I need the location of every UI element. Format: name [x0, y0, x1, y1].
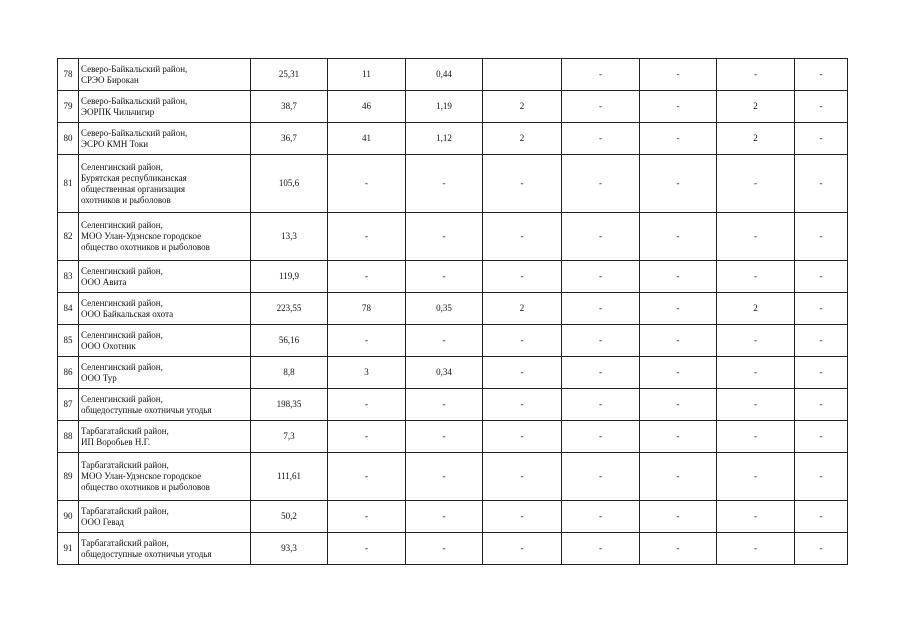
density-cell: -: [406, 421, 483, 453]
col8-cell: -: [795, 213, 848, 261]
col4-cell: 2: [483, 293, 562, 325]
table-row: [58, 155, 848, 213]
name-cell: [79, 501, 251, 533]
col4-cell: -: [483, 213, 562, 261]
table-row: [58, 357, 848, 389]
table-row: [58, 501, 848, 533]
name-line: Тарбагатайский район,: [81, 460, 169, 470]
col7-cell: -: [717, 261, 795, 293]
col5-cell: -: [562, 501, 640, 533]
count-cell: 46: [328, 91, 406, 123]
col7-cell: 2: [717, 91, 795, 123]
col6-cell: -: [640, 293, 717, 325]
area-cell: 50,2: [251, 501, 328, 533]
name-cell: [79, 261, 251, 293]
area-cell: 56,16: [251, 325, 328, 357]
name-line: общедоступные охотничьи угодья: [81, 548, 212, 559]
area-cell: 13,3: [251, 213, 328, 261]
col7-cell: -: [717, 213, 795, 261]
col8-cell: -: [795, 533, 848, 565]
count-cell: -: [328, 155, 406, 213]
area-cell: 8,8: [251, 357, 328, 389]
area-cell: 105,6: [251, 155, 328, 213]
table-row: [58, 293, 848, 325]
row-number-cell: 84: [58, 293, 79, 325]
count-cell: -: [328, 421, 406, 453]
col7-cell: -: [717, 325, 795, 357]
col6-cell: -: [640, 261, 717, 293]
row-number-cell: 88: [58, 421, 79, 453]
col6-cell: -: [640, 357, 717, 389]
density-cell: 0,35: [406, 293, 483, 325]
count-cell: 78: [328, 293, 406, 325]
row-number-cell: 79: [58, 91, 79, 123]
col8-cell: -: [795, 389, 848, 421]
name-line: Селенгинский район,: [81, 297, 163, 308]
col7-cell: -: [717, 501, 795, 533]
row-number-cell: 85: [58, 325, 79, 357]
col8-cell: -: [795, 91, 848, 123]
name-cell: [79, 293, 251, 325]
name-line: Тарбагатайский район,: [81, 537, 169, 548]
col5-cell: -: [562, 155, 640, 213]
col4-cell: -: [483, 155, 562, 213]
name-line: Тарбагатайский район,: [81, 425, 169, 436]
name-line: ООО Тур: [81, 372, 117, 383]
name-line: Селенгинский район,: [81, 361, 163, 372]
table-row: [58, 389, 848, 421]
row-number-cell: 86: [58, 357, 79, 389]
area-cell: 111,61: [251, 453, 328, 501]
col8-cell: -: [795, 59, 848, 91]
col5-cell: -: [562, 453, 640, 501]
col4-cell: -: [483, 533, 562, 565]
area-cell: 25,31: [251, 59, 328, 91]
col8-cell: -: [795, 453, 848, 501]
col5-cell: -: [562, 59, 640, 91]
name-line: Селенгинский район,: [81, 329, 163, 340]
col4-cell: -: [483, 453, 562, 501]
col4-cell: -: [483, 357, 562, 389]
col5-cell: -: [562, 293, 640, 325]
area-cell: 198,35: [251, 389, 328, 421]
name-line: общественная организация: [81, 183, 186, 194]
name-line: ИП Воробьев Н.Г.: [81, 436, 151, 447]
name-cell: [79, 453, 251, 501]
count-cell: -: [328, 453, 406, 501]
col7-cell: -: [717, 357, 795, 389]
table-body: [58, 59, 848, 565]
name-line: МОО Улан-Удэнское городское: [81, 471, 202, 481]
table-row: [58, 59, 848, 91]
name-cell: [79, 91, 251, 123]
count-cell: 3: [328, 357, 406, 389]
col4-cell: -: [483, 261, 562, 293]
count-cell: -: [328, 389, 406, 421]
row-number-cell: 81: [58, 155, 79, 213]
name-line: ООО Охотник: [81, 340, 136, 351]
col8-cell: -: [795, 325, 848, 357]
col6-cell: -: [640, 421, 717, 453]
col8-cell: -: [795, 123, 848, 155]
density-cell: 0,34: [406, 357, 483, 389]
name-line: Северо-Байкальский район,: [81, 63, 188, 74]
col6-cell: -: [640, 453, 717, 501]
row-number-cell: 80: [58, 123, 79, 155]
density-cell: -: [406, 533, 483, 565]
count-cell: -: [328, 501, 406, 533]
table-row: [58, 533, 848, 565]
count-cell: -: [328, 261, 406, 293]
row-number-cell: 82: [58, 213, 79, 261]
col6-cell: -: [640, 501, 717, 533]
area-cell: 36,7: [251, 123, 328, 155]
name-line: ЭОРПК Чильчигир: [81, 106, 155, 117]
count-cell: -: [328, 213, 406, 261]
name-line: охотников и рыболовов: [81, 194, 171, 205]
row-number-cell: 89: [58, 453, 79, 501]
name-line: общество охотников и рыболовов: [81, 482, 210, 492]
col6-cell: -: [640, 155, 717, 213]
density-cell: 1,19: [406, 91, 483, 123]
col4-cell: -: [483, 501, 562, 533]
row-number-cell: 87: [58, 389, 79, 421]
col6-cell: -: [640, 123, 717, 155]
count-cell: -: [328, 533, 406, 565]
table-row: [58, 453, 848, 501]
name-line: ООО Гевад: [81, 516, 124, 527]
col4-cell: -: [483, 389, 562, 421]
area-cell: 93,3: [251, 533, 328, 565]
name-line: Селенгинский район,: [81, 265, 163, 276]
col5-cell: -: [562, 421, 640, 453]
name-cell: [79, 421, 251, 453]
col7-cell: 2: [717, 293, 795, 325]
col8-cell: -: [795, 357, 848, 389]
name-cell: [79, 123, 251, 155]
col8-cell: -: [795, 421, 848, 453]
density-cell: -: [406, 155, 483, 213]
name-cell: [79, 325, 251, 357]
density-cell: -: [406, 213, 483, 261]
density-cell: -: [406, 389, 483, 421]
name-line: Северо-Байкальский район,: [81, 95, 188, 106]
name-cell: [79, 155, 251, 213]
name-line: Бурятская республиканская: [81, 172, 187, 183]
col5-cell: -: [562, 213, 640, 261]
col5-cell: -: [562, 261, 640, 293]
name-line: общедоступные охотничьи угодья: [81, 404, 212, 415]
col4-cell: -: [483, 325, 562, 357]
col6-cell: -: [640, 325, 717, 357]
col7-cell: -: [717, 389, 795, 421]
col7-cell: -: [717, 155, 795, 213]
col6-cell: -: [640, 59, 717, 91]
table-row: [58, 325, 848, 357]
area-cell: 119,9: [251, 261, 328, 293]
col6-cell: -: [640, 389, 717, 421]
area-cell: 38,7: [251, 91, 328, 123]
density-cell: -: [406, 501, 483, 533]
col8-cell: -: [795, 261, 848, 293]
col7-cell: -: [717, 59, 795, 91]
col5-cell: -: [562, 389, 640, 421]
name-line: Селенгинский район,: [81, 393, 163, 404]
row-number-cell: 78: [58, 59, 79, 91]
hunting-grounds-table: [57, 58, 848, 565]
col4-cell: 2: [483, 123, 562, 155]
col8-cell: -: [795, 501, 848, 533]
name-cell: [79, 533, 251, 565]
density-cell: 0,44: [406, 59, 483, 91]
name-line: СРЭО Бирокан: [81, 74, 139, 85]
row-number-cell: 90: [58, 501, 79, 533]
table-row: [58, 213, 848, 261]
name-cell: [79, 389, 251, 421]
table-row: [58, 91, 848, 123]
count-cell: 41: [328, 123, 406, 155]
density-cell: -: [406, 325, 483, 357]
name-line: общество охотников и рыболовов: [81, 242, 210, 252]
area-cell: 7,3: [251, 421, 328, 453]
col5-cell: -: [562, 325, 640, 357]
col8-cell: -: [795, 293, 848, 325]
table-row: [58, 123, 848, 155]
count-cell: 11: [328, 59, 406, 91]
col7-cell: -: [717, 533, 795, 565]
density-cell: 1,12: [406, 123, 483, 155]
row-number-cell: 83: [58, 261, 79, 293]
name-line: Селенгинский район,: [81, 161, 163, 172]
name-line: ООО Байкальская охота: [81, 308, 174, 319]
col6-cell: -: [640, 533, 717, 565]
col5-cell: -: [562, 123, 640, 155]
name-line: ЭСРО КМН Токи: [81, 138, 149, 149]
table-row: [58, 261, 848, 293]
table-row: [58, 421, 848, 453]
count-cell: -: [328, 325, 406, 357]
col5-cell: -: [562, 357, 640, 389]
density-cell: -: [406, 453, 483, 501]
col7-cell: -: [717, 453, 795, 501]
col7-cell: 2: [717, 123, 795, 155]
density-cell: -: [406, 261, 483, 293]
col5-cell: -: [562, 533, 640, 565]
name-cell: [79, 59, 251, 91]
name-line: Селенгинский район,: [81, 220, 163, 230]
name-line: ООО Авита: [81, 276, 127, 287]
col4-cell: 2: [483, 91, 562, 123]
col7-cell: -: [717, 421, 795, 453]
name-line: Северо-Байкальский район,: [81, 127, 188, 138]
name-line: МОО Улан-Удэнское городское: [81, 231, 202, 241]
name-line: Тарбагатайский район,: [81, 505, 169, 516]
col5-cell: -: [562, 91, 640, 123]
row-number-cell: 91: [58, 533, 79, 565]
name-cell: [79, 213, 251, 261]
col6-cell: -: [640, 213, 717, 261]
area-cell: 223,55: [251, 293, 328, 325]
col4-cell: [483, 59, 562, 91]
col6-cell: -: [640, 91, 717, 123]
col8-cell: -: [795, 155, 848, 213]
col4-cell: -: [483, 421, 562, 453]
name-cell: [79, 357, 251, 389]
